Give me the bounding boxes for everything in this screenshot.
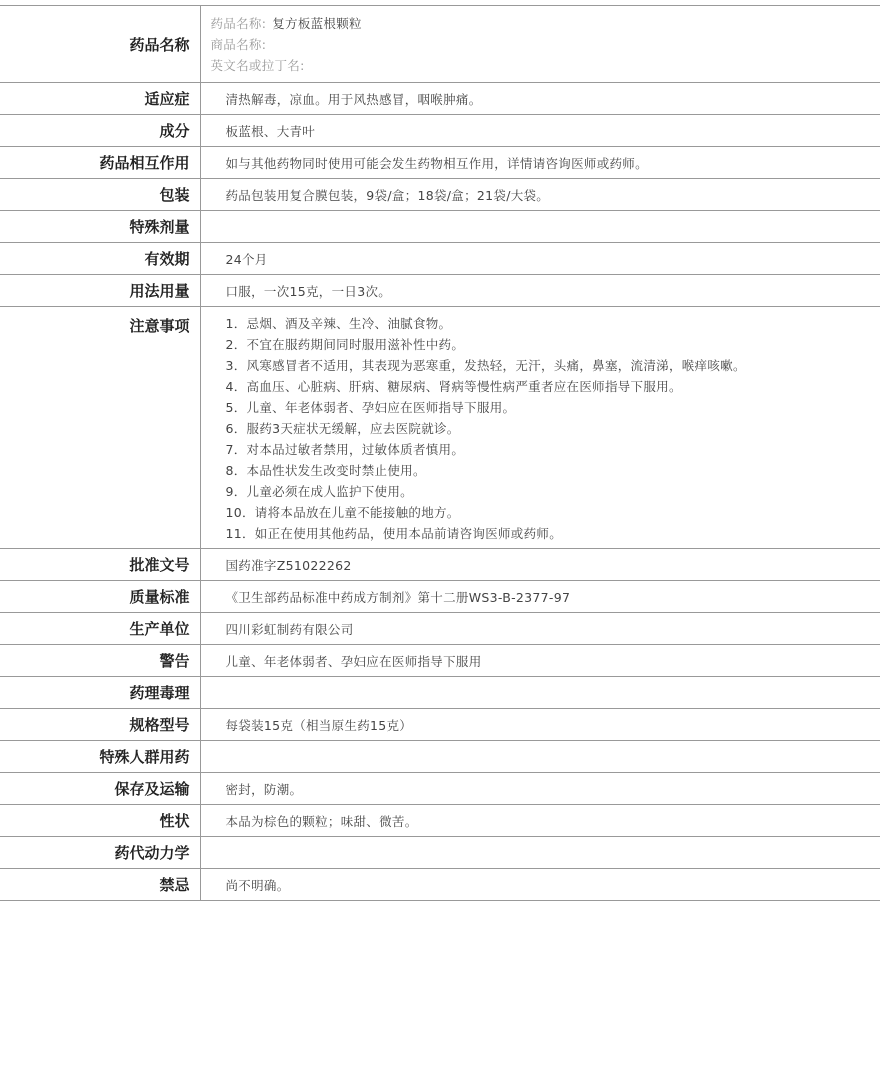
drug-spec-sheet	[0, 5, 880, 901]
row-value: 板蓝根、大青叶	[200, 115, 880, 147]
row-value	[200, 677, 880, 709]
row-label: 药代动力学	[0, 837, 200, 869]
row-interactions	[0, 147, 880, 179]
precaution-item: 5．儿童、年老体弱者、孕妇应在医师指导下服用。	[225, 400, 516, 415]
trade-name-line	[211, 34, 880, 55]
row-description	[0, 805, 880, 837]
precaution-item: 8．本品性状发生改变时禁止使用。	[225, 463, 426, 478]
generic-name-value: 复方板蓝根颗粒	[272, 15, 362, 31]
precaution-item: 2．不宜在服药期间同时服用滋补性中药。	[225, 337, 465, 352]
row-label: 警告	[0, 645, 200, 677]
row-label: 特殊剂量	[0, 211, 200, 243]
latin-name-line	[211, 55, 880, 76]
row-dosage	[0, 275, 880, 307]
row-label: 药品相互作用	[0, 147, 200, 179]
row-value: 药品包装用复合膜包装，9袋/盒；18袋/盒；21袋/大袋。	[200, 179, 880, 211]
row-value: 儿童、年老体弱者、孕妇应在医师指导下服用	[200, 645, 880, 677]
precaution-item: 7．对本品过敏者禁用，过敏体质者慎用。	[225, 442, 465, 457]
row-label: 保存及运输	[0, 773, 200, 805]
latin-name-key: 英文名或拉丁名:	[210, 57, 305, 73]
row-value: 密封，防潮。	[200, 773, 880, 805]
precaution-item: 1．忌烟、酒及辛辣、生冷、油腻食物。	[225, 316, 452, 331]
row-label: 药品名称	[0, 6, 200, 83]
drug-spec-table	[0, 5, 880, 901]
row-label: 用法用量	[0, 275, 200, 307]
row-value: 每袋装15克（相当原生药15克）	[200, 709, 880, 741]
row-storage	[0, 773, 880, 805]
row-quality-standard	[0, 581, 880, 613]
row-value	[200, 741, 880, 773]
row-contraindications	[0, 869, 880, 901]
row-value: 清热解毒，凉血。用于风热感冒，咽喉肿痛。	[200, 83, 880, 115]
precaution-item: 11．如正在使用其他药品，使用本品前请咨询医师或药师。	[225, 526, 563, 541]
row-value	[200, 211, 880, 243]
precaution-item: 3．风寒感冒者不适用，其表现为恶寒重，发热轻，无汗，头痛，鼻塞，流清涕，喉痒咳嗽。	[225, 358, 746, 373]
row-label: 特殊人群用药	[0, 741, 200, 773]
row-label: 性状	[0, 805, 200, 837]
row-label: 注意事项	[0, 307, 200, 549]
row-label: 药理毒理	[0, 677, 200, 709]
precaution-item: 10．请将本品放在儿童不能接触的地方。	[225, 505, 460, 520]
precaution-item: 6．服药3天症状无缓解，应去医院就诊。	[225, 421, 460, 436]
row-value: 本品为棕色的颗粒；味甜、微苦。	[200, 805, 880, 837]
row-value: 《卫生部药品标准中药成方制剂》第十二册WS3-B-2377-97	[200, 581, 880, 613]
row-ingredients	[0, 115, 880, 147]
row-pharmacokinetics	[0, 837, 880, 869]
row-label: 批准文号	[0, 549, 200, 581]
row-label: 禁忌	[0, 869, 200, 901]
row-label: 有效期	[0, 243, 200, 275]
row-shelf-life	[0, 243, 880, 275]
row-warning	[0, 645, 880, 677]
generic-name-line	[211, 13, 880, 34]
row-packaging	[0, 179, 880, 211]
row-value: 国药准字Z51022262	[200, 549, 880, 581]
row-label: 包装	[0, 179, 200, 211]
precautions-list	[200, 307, 880, 549]
row-special-populations	[0, 741, 880, 773]
row-label: 适应症	[0, 83, 200, 115]
precaution-item: 4．高血压、心脏病、肝病、糖尿病、肾病等慢性病严重者应在医师指导下服用。	[225, 379, 682, 394]
row-approval-number	[0, 549, 880, 581]
row-label: 规格型号	[0, 709, 200, 741]
row-pharmacology-toxicology	[0, 677, 880, 709]
row-value	[200, 837, 880, 869]
row-special-dosage	[0, 211, 880, 243]
row-value: 尚不明确。	[200, 869, 880, 901]
row-specification	[0, 709, 880, 741]
row-drug-names	[0, 6, 880, 83]
row-value: 四川彩虹制药有限公司	[200, 613, 880, 645]
row-manufacturer	[0, 613, 880, 645]
row-label: 成分	[0, 115, 200, 147]
row-precautions	[0, 307, 880, 549]
row-label: 生产单位	[0, 613, 200, 645]
row-indications	[0, 83, 880, 115]
drug-names-cell	[200, 6, 880, 83]
row-value: 24个月	[200, 243, 880, 275]
row-value: 如与其他药物同时使用可能会发生药物相互作用，详情请咨询医师或药师。	[200, 147, 880, 179]
trade-name-key: 商品名称:	[210, 36, 267, 52]
row-label: 质量标准	[0, 581, 200, 613]
row-value: 口服，一次15克，一日3次。	[200, 275, 880, 307]
generic-name-key: 药品名称:	[210, 15, 267, 31]
precaution-item: 9．儿童必须在成人监护下使用。	[225, 484, 413, 499]
